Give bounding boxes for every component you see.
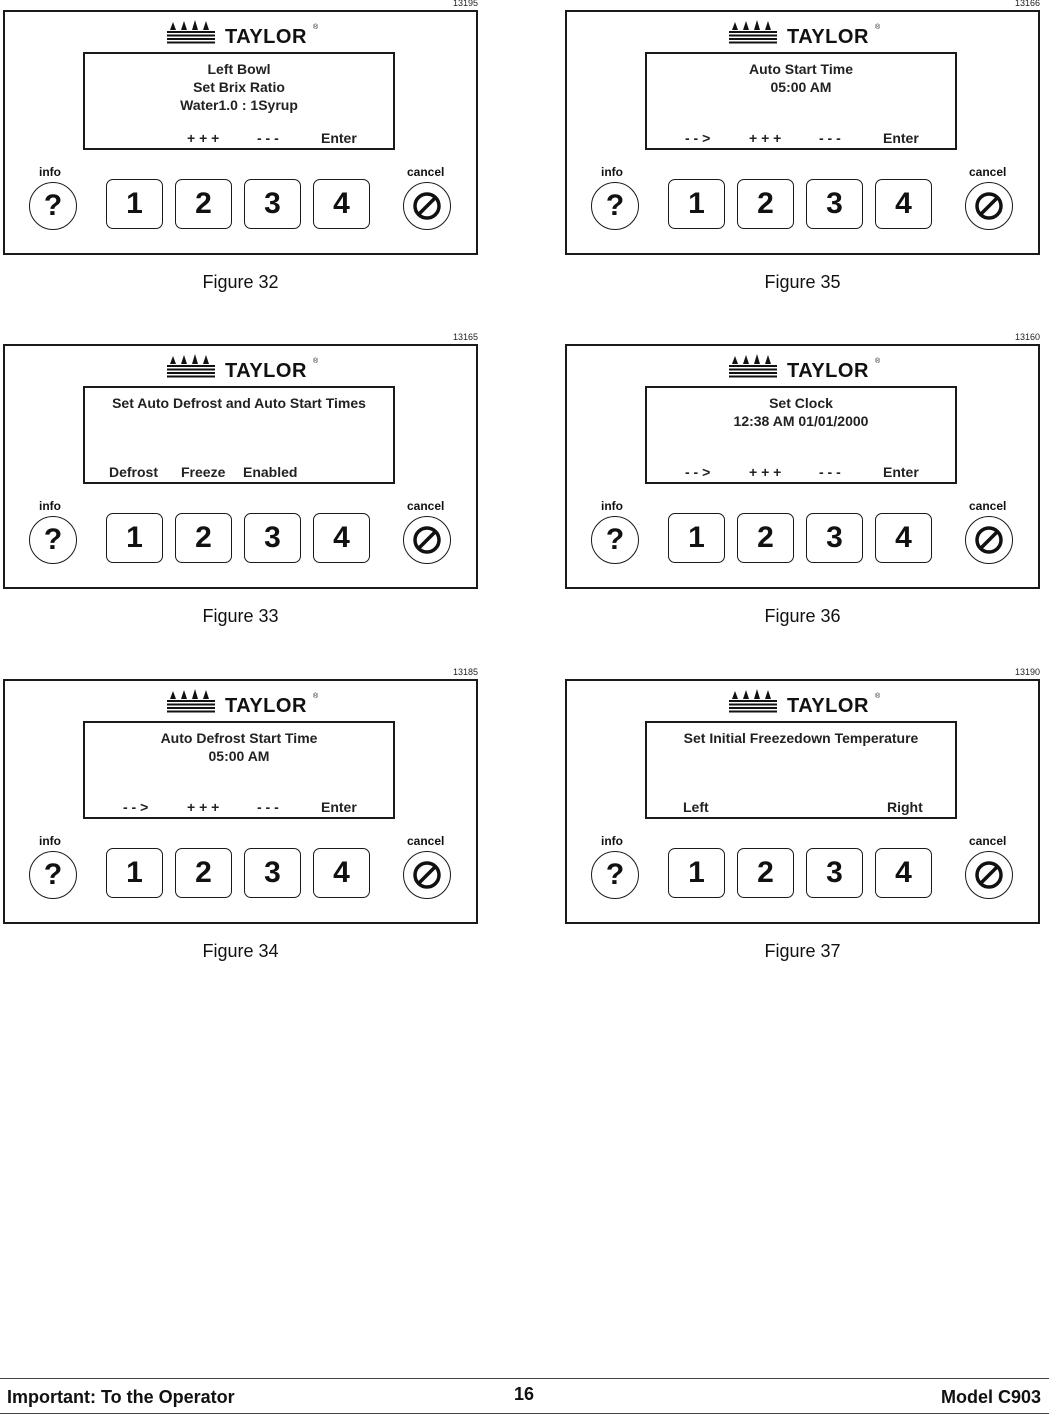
control-panel <box>565 344 1040 589</box>
registered-mark: ® <box>875 693 881 700</box>
lcd-display <box>645 721 957 819</box>
cancel-label: cancel <box>969 165 1007 179</box>
key-3-button[interactable]: 3 <box>806 513 863 563</box>
footer-divider-bottom <box>0 1413 1049 1414</box>
softkey-label: + + + <box>749 464 782 480</box>
key-2-button[interactable]: 2 <box>737 513 794 563</box>
cancel-button[interactable] <box>965 516 1013 564</box>
figure-id-number: 13165 <box>452 332 478 342</box>
softkey-label: - - > <box>685 464 711 480</box>
softkey-label: - - > <box>123 799 149 815</box>
softkey-label: Enter <box>883 130 919 146</box>
brand-name: TAYLOR <box>787 360 869 382</box>
cancel-symbol-icon <box>411 524 443 556</box>
crown-logo-icon <box>729 689 779 715</box>
key-3-button[interactable]: 3 <box>806 848 863 898</box>
key-1-button[interactable]: 1 <box>668 179 725 229</box>
cancel-label: cancel <box>407 834 445 848</box>
softkey-label: Left <box>683 799 709 815</box>
registered-mark: ® <box>313 24 319 31</box>
display-line: 05:00 AM <box>770 79 832 95</box>
display-line: Set Brix Ratio <box>193 79 285 95</box>
figure-id-number: 13195 <box>452 0 478 8</box>
control-panel <box>3 344 478 589</box>
taylor-logo <box>729 689 889 717</box>
cancel-label: cancel <box>407 499 445 513</box>
brand-name: TAYLOR <box>225 360 307 382</box>
footer-model: Model C903 <box>940 1387 1041 1407</box>
figure-caption: Figure 37 <box>764 941 841 961</box>
softkey-label: + + + <box>749 130 782 146</box>
key-4-button[interactable]: 4 <box>313 848 370 898</box>
figure-id-number: 13160 <box>1014 332 1040 342</box>
info-label: info <box>39 834 61 848</box>
info-button[interactable]: ? <box>29 182 77 230</box>
cancel-symbol-icon <box>973 859 1005 891</box>
display-line: Set Clock <box>769 395 833 411</box>
display-line: Water1.0 : 1Syrup <box>180 97 298 113</box>
figure-id-number: 13166 <box>1014 0 1040 8</box>
figure-caption: Figure 35 <box>764 272 841 292</box>
brand-name: TAYLOR <box>225 26 307 48</box>
key-1-button[interactable]: 1 <box>106 513 163 563</box>
registered-mark: ® <box>875 24 881 31</box>
control-panel <box>3 10 478 255</box>
softkey-label: Freeze <box>181 464 226 480</box>
info-button[interactable]: ? <box>591 851 639 899</box>
taylor-logo <box>167 354 327 382</box>
taylor-logo <box>167 689 327 717</box>
softkey-label: + + + <box>187 799 220 815</box>
softkey-label: Enter <box>321 799 357 815</box>
figure-caption: Figure 36 <box>764 606 841 626</box>
cancel-button[interactable] <box>403 516 451 564</box>
figure-caption: Figure 32 <box>202 272 279 292</box>
softkey-label: Enter <box>321 130 357 146</box>
crown-logo-icon <box>729 20 779 46</box>
key-1-button[interactable]: 1 <box>668 513 725 563</box>
brand-name: TAYLOR <box>787 695 869 717</box>
cancel-symbol-icon <box>973 524 1005 556</box>
taylor-logo <box>729 354 889 382</box>
info-label: info <box>601 165 623 179</box>
lcd-display <box>645 52 957 150</box>
info-button[interactable]: ? <box>29 851 77 899</box>
display-line: Set Auto Defrost and Auto Start Times <box>112 395 366 411</box>
key-1-button[interactable]: 1 <box>106 848 163 898</box>
key-2-button[interactable]: 2 <box>175 848 232 898</box>
footer-section-title: Important: To the Operator <box>7 1387 235 1407</box>
key-3-button[interactable]: 3 <box>244 848 301 898</box>
registered-mark: ® <box>313 358 319 365</box>
key-2-button[interactable]: 2 <box>175 179 232 229</box>
cancel-symbol-icon <box>411 190 443 222</box>
crown-logo-icon <box>167 354 217 380</box>
cancel-label: cancel <box>969 499 1007 513</box>
cancel-button[interactable] <box>403 851 451 899</box>
control-panel <box>565 679 1040 924</box>
crown-logo-icon <box>167 689 217 715</box>
key-1-button[interactable]: 1 <box>668 848 725 898</box>
control-panel <box>3 679 478 924</box>
control-panel <box>565 10 1040 255</box>
footer-divider-top <box>0 1378 1049 1379</box>
key-2-button[interactable]: 2 <box>175 513 232 563</box>
info-label: info <box>39 499 61 513</box>
display-line: Auto Start Time <box>749 61 853 77</box>
display-line: Auto Defrost Start Time <box>160 730 318 746</box>
key-2-button[interactable]: 2 <box>737 848 794 898</box>
softkey-label: Defrost <box>109 464 159 480</box>
lcd-display <box>83 386 395 484</box>
figure-id-number: 13190 <box>1014 667 1040 677</box>
display-line: 12:38 AM 01/01/2000 <box>733 413 869 429</box>
softkey-label: + + + <box>187 130 220 146</box>
lcd-display <box>83 52 395 150</box>
page-number: 16 <box>514 1384 535 1404</box>
figure-id-number: 13185 <box>452 667 478 677</box>
softkey-label: Right <box>887 799 923 815</box>
crown-logo-icon <box>729 354 779 380</box>
brand-name: TAYLOR <box>787 26 869 48</box>
display-line: Set Initial Freezedown Temperature <box>683 730 919 746</box>
key-4-button[interactable]: 4 <box>875 848 932 898</box>
key-1-button[interactable]: 1 <box>106 179 163 229</box>
cancel-label: cancel <box>969 834 1007 848</box>
info-label: info <box>39 165 61 179</box>
info-button[interactable]: ? <box>29 516 77 564</box>
key-3-button[interactable]: 3 <box>244 179 301 229</box>
key-3-button[interactable]: 3 <box>806 179 863 229</box>
registered-mark: ® <box>875 358 881 365</box>
cancel-button[interactable] <box>403 182 451 230</box>
key-4-button[interactable]: 4 <box>875 513 932 563</box>
figure-caption: Figure 33 <box>202 606 279 626</box>
info-button[interactable]: ? <box>591 182 639 230</box>
softkey-label: Enabled <box>243 464 298 480</box>
key-4-button[interactable]: 4 <box>313 179 370 229</box>
cancel-label: cancel <box>407 165 445 179</box>
display-line: Left Bowl <box>207 61 271 77</box>
softkey-label: - - - <box>257 799 279 815</box>
softkey-label: - - - <box>819 464 841 480</box>
key-2-button[interactable]: 2 <box>737 179 794 229</box>
cancel-button[interactable] <box>965 851 1013 899</box>
brand-name: TAYLOR <box>225 695 307 717</box>
registered-mark: ® <box>313 693 319 700</box>
info-label: info <box>601 499 623 513</box>
display-line: 05:00 AM <box>208 748 270 764</box>
crown-logo-icon <box>167 20 217 46</box>
lcd-display <box>83 721 395 819</box>
softkey-label: - - - <box>819 130 841 146</box>
softkey-label: - - > <box>685 130 711 146</box>
figure-caption: Figure 34 <box>202 941 279 961</box>
cancel-symbol-icon <box>411 859 443 891</box>
taylor-logo <box>729 20 889 48</box>
softkey-label: Enter <box>883 464 919 480</box>
lcd-display <box>645 386 957 484</box>
cancel-symbol-icon <box>973 190 1005 222</box>
cancel-button[interactable] <box>965 182 1013 230</box>
taylor-logo <box>167 20 327 48</box>
key-4-button[interactable]: 4 <box>875 179 932 229</box>
info-button[interactable]: ? <box>591 516 639 564</box>
info-label: info <box>601 834 623 848</box>
softkey-label: - - - <box>257 130 279 146</box>
key-3-button[interactable]: 3 <box>244 513 301 563</box>
key-4-button[interactable]: 4 <box>313 513 370 563</box>
